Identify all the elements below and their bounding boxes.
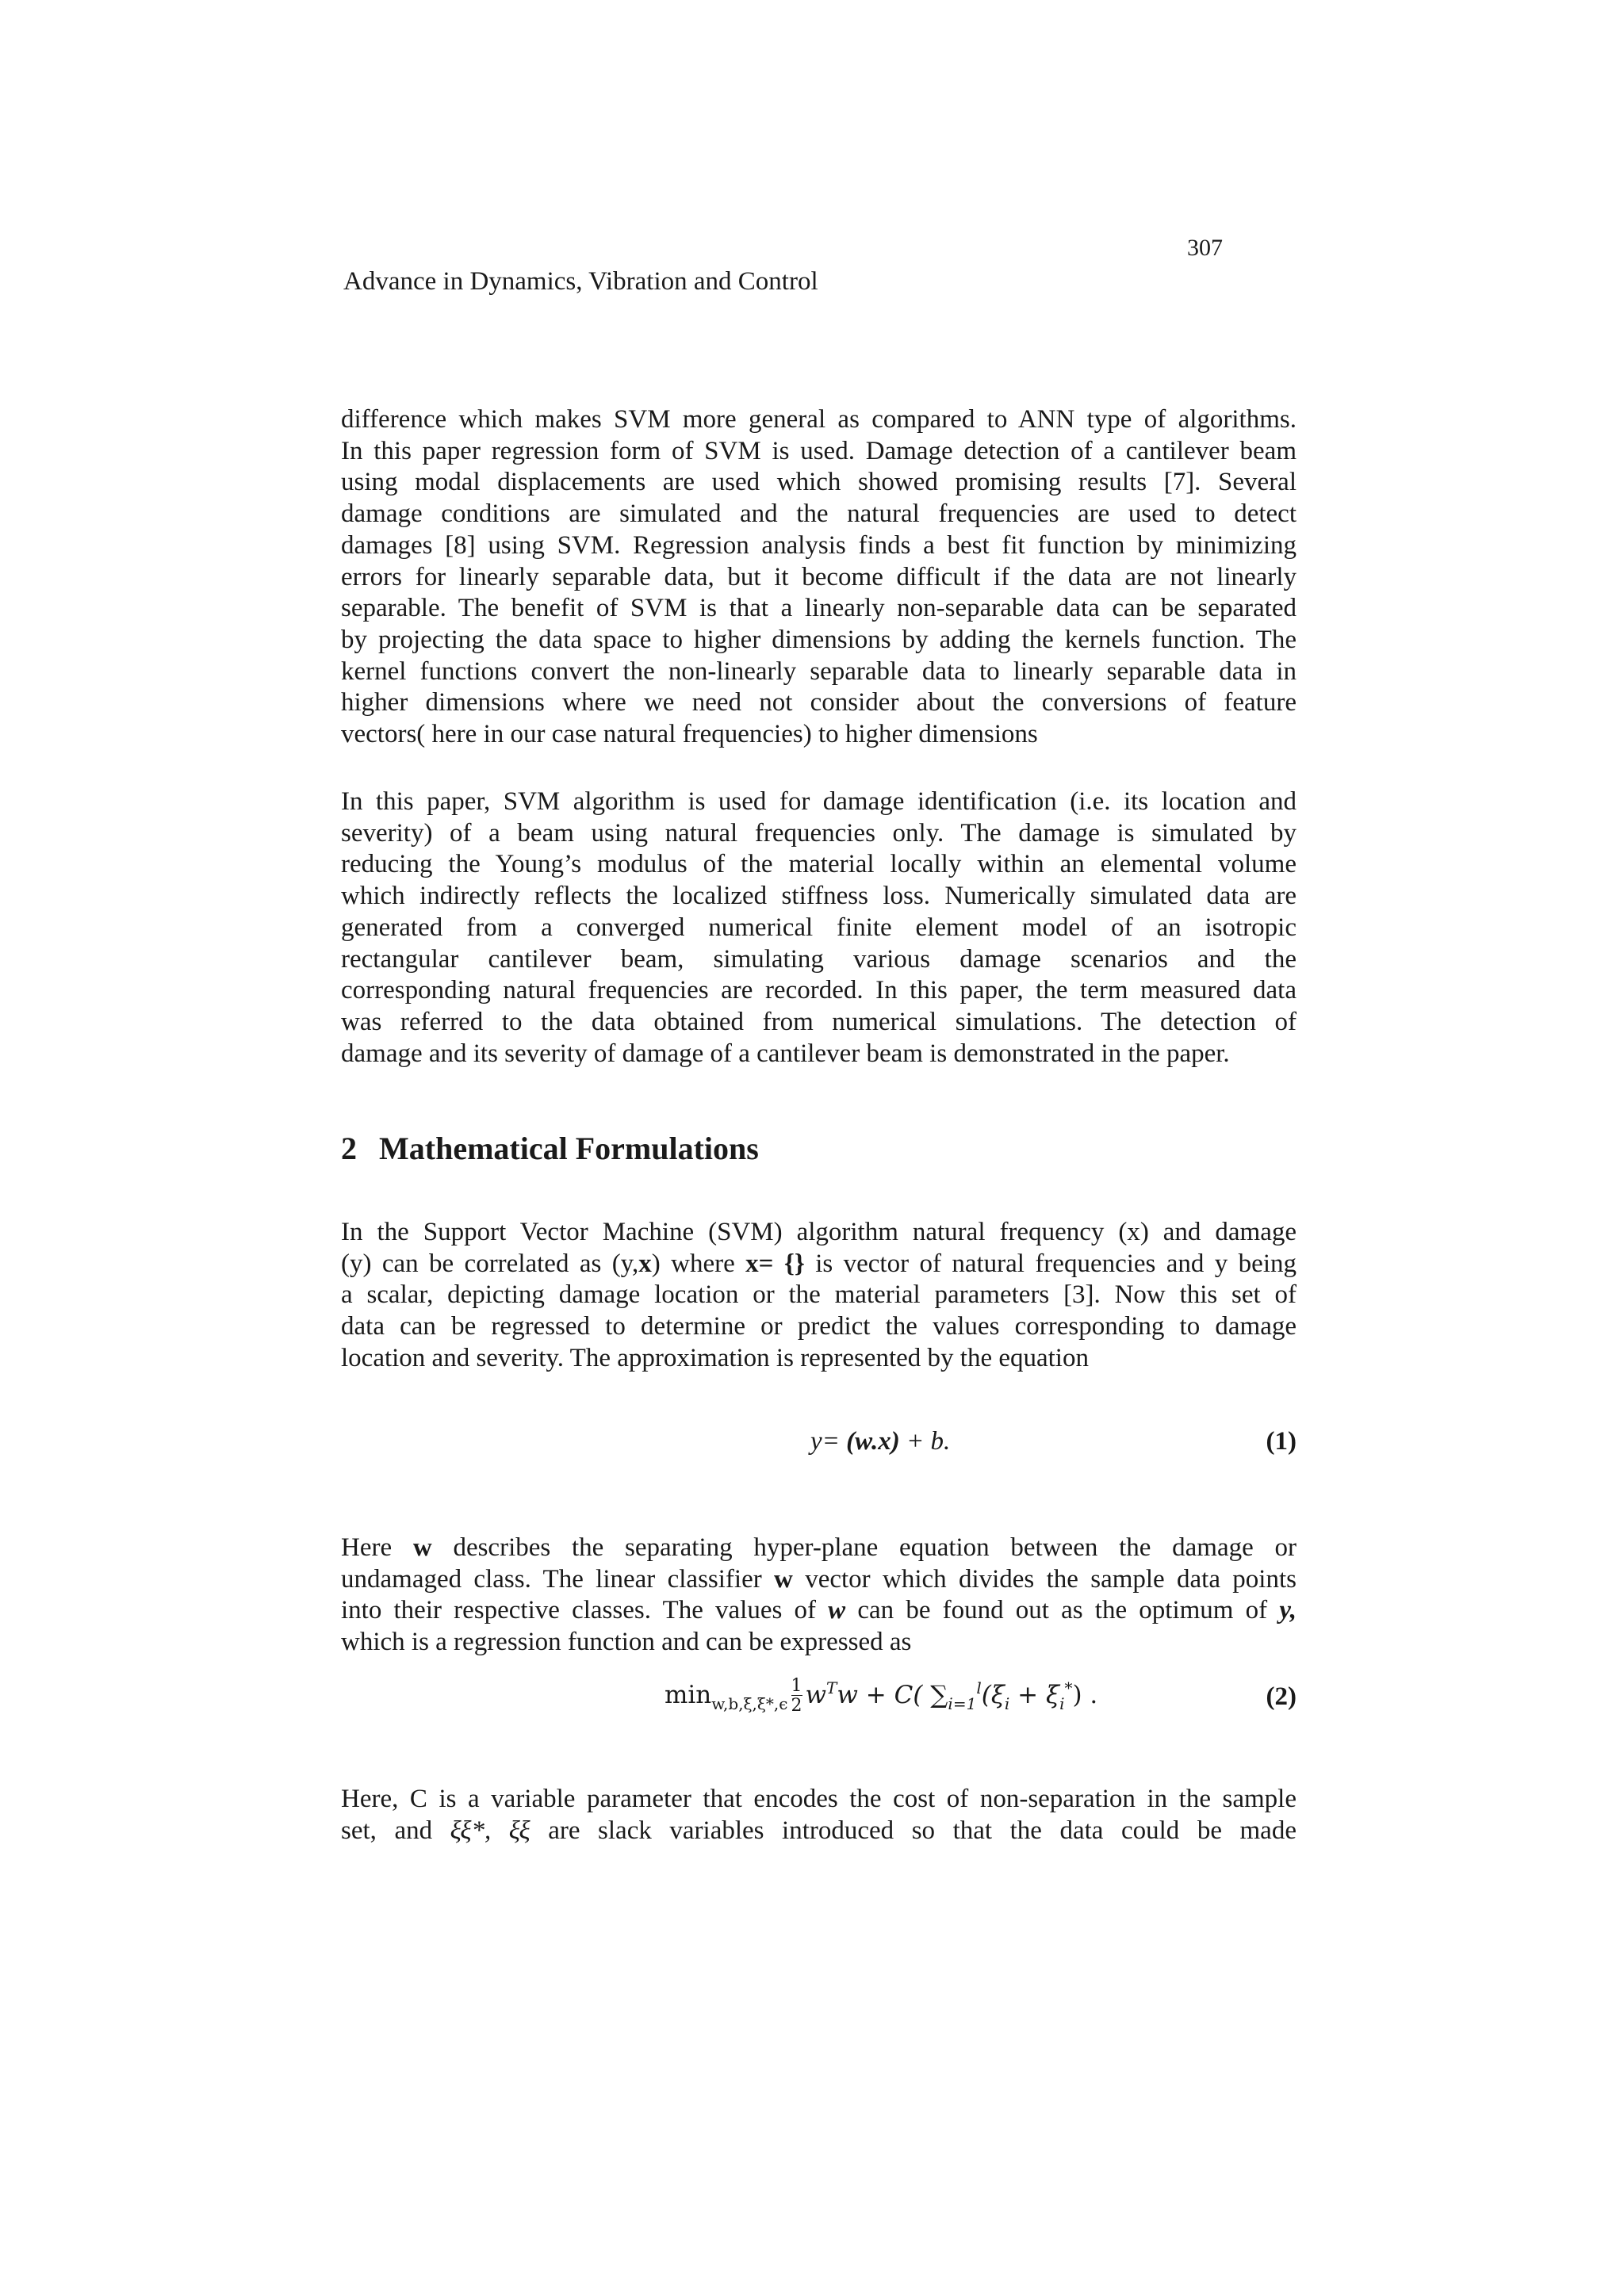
text-line: was referred to the data obtained from numerical simulations. The detection of (341, 1007, 1297, 1036)
text-run: (y) can be correlated as (y, (341, 1249, 639, 1278)
paragraph-intro-continued (341, 404, 1297, 751)
equation-1-expression (810, 1427, 950, 1456)
eq-term: min (665, 1681, 712, 1709)
text-line (341, 1533, 1297, 1564)
section-heading (341, 1130, 759, 1168)
text-run: into their respective classes. The values of (341, 1596, 829, 1625)
equation-2-number: (2) (1266, 1682, 1297, 1711)
eq-term: (w.x) (846, 1427, 900, 1456)
paragraph-svm-formulation (341, 1217, 1297, 1375)
eq-term: y= (810, 1427, 847, 1456)
vector-w: w (412, 1533, 432, 1562)
text-line (341, 1249, 1297, 1280)
text-run: undamaged class. The linear classifier (341, 1564, 775, 1594)
text-run: ) where (651, 1249, 746, 1278)
text-line: damages [8] using SVM. Regression analysis finds a best fit function by minimizing (341, 530, 1297, 560)
eq-subscript: w,b,ξ,ξ*,ϵ (711, 1694, 788, 1713)
text-line: separable. The benefit of SVM is that a linearly non-separable data can be separated (341, 594, 1297, 623)
text-line: In this paper, SVM algorithm is used for damage identification (i.e. its location and (341, 787, 1297, 816)
section-title: Mathematical Formulations (379, 1131, 759, 1166)
equation-1-number: (1) (1266, 1427, 1297, 1456)
text-line: difference which makes SVM more general as compared to ANN type of algorithms. (341, 405, 1297, 434)
text-line (341, 1595, 1297, 1627)
text-line: reducing the Young’s modulus of the material locally within an elemental volume (341, 850, 1297, 879)
section-number: 2 (341, 1131, 357, 1166)
equation-2 (341, 1678, 1297, 1725)
text-line: kernel functions convert the non-linearly separable data to linearly separable data in (341, 656, 1297, 686)
text-line: by projecting the data space to higher dimensions by adding the kernels function. The (341, 625, 1297, 654)
paragraph-hyperplane (341, 1533, 1297, 1659)
running-head: Advance in Dynamics, Vibration and Control (343, 267, 818, 296)
text-run: describes the separating hyper-plane equation between the damage or (431, 1533, 1297, 1562)
variable-y: y, (1279, 1596, 1297, 1625)
eq-subscript: i (1059, 1694, 1065, 1713)
slack-variables: ξξ*, ξξ (450, 1816, 530, 1845)
eq-superscript: * (1064, 1678, 1073, 1697)
eq-term: ) . (1072, 1681, 1098, 1709)
text-line: corresponding natural frequencies are recorded. In this paper, the term measured data (341, 976, 1297, 1005)
eq-term: + C( ∑ (857, 1681, 948, 1709)
text-run: can be found out as the optimum of (845, 1596, 1280, 1625)
text-line: which indirectly reflects the localized stiffness loss. Numerically simulated data are (341, 882, 1297, 911)
eq-term: w (805, 1681, 827, 1709)
text-run: is vector of natural frequencies and y being (804, 1249, 1297, 1278)
page-number: 307 (1187, 235, 1223, 261)
text-line: location and severity. The approximation is represented by the equation (341, 1343, 1089, 1372)
text-line: using modal displacements are used which showed promising results [7]. Several (341, 468, 1297, 497)
eq-superscript: T (826, 1678, 837, 1697)
equation-2-expression (665, 1678, 1097, 1715)
equation-1 (341, 1427, 1297, 1475)
eq-subscript: i=1 (948, 1694, 977, 1713)
eq-fraction (791, 1678, 802, 1715)
text-line: severity) of a beam using natural frequencies only. The damage is simulated by (341, 818, 1297, 848)
eq-term: + b. (899, 1427, 951, 1456)
text-line: generated from a converged numerical finite element model of an isotropic (341, 913, 1297, 942)
text-line: rectangular cantilever beam, simulating various damage scenarios and the (341, 944, 1297, 974)
text-run: set, and (341, 1816, 450, 1845)
paragraph-svm-damage (341, 786, 1297, 1070)
text-run: are slack variables introduced so that the data could be made (530, 1816, 1297, 1845)
text-line: data can be regressed to determine or predict the values corresponding to damage (341, 1312, 1297, 1341)
vector-x: x (638, 1249, 652, 1278)
text-run: vector which divides the sample data points (792, 1564, 1297, 1594)
text-line (341, 1816, 1297, 1847)
vector-x-definition: x= {} (745, 1249, 805, 1278)
vector-w: w (774, 1564, 793, 1594)
text-run: Here (341, 1533, 413, 1562)
eq-numerator: 1 (791, 1676, 802, 1696)
text-line: higher dimensions where we need not consider about the conversions of feature (341, 688, 1297, 718)
text-line: Here, C is a variable parameter that encodes the cost of non-separation in the sample (341, 1785, 1297, 1813)
text-line: errors for linearly separable data, but it become difficult if the data are not linearly (341, 562, 1297, 591)
vector-w: w (828, 1596, 846, 1625)
eq-subscript: i (1004, 1694, 1010, 1713)
eq-superscript: l (976, 1678, 982, 1697)
text-line: vectors( here in our case natural frequencies) to higher dimensions (341, 720, 1038, 749)
text-line: damage and its severity of damage of a cantilever beam is demonstrated in the paper. (341, 1039, 1230, 1068)
eq-term: (ξ (981, 1681, 1005, 1709)
text-line: In the Support Vector Machine (SVM) algorithm natural frequency (x) and damage (341, 1218, 1297, 1246)
text-line: In this paper regression form of SVM is used. Damage detection of a cantilever beam (341, 436, 1297, 465)
text-line (341, 1564, 1297, 1596)
eq-term: + ξ (1009, 1681, 1060, 1709)
text-line: which is a regression function and can be expressed as (341, 1628, 912, 1657)
eq-denominator: 2 (791, 1696, 802, 1716)
eq-term: w (837, 1681, 858, 1709)
text-line: a scalar, depicting damage location or the material parameters [3]. Now this set of (341, 1280, 1297, 1310)
text-line: damage conditions are simulated and the natural frequencies are used to detect (341, 499, 1297, 529)
paragraph-slack-variables (341, 1784, 1297, 1846)
